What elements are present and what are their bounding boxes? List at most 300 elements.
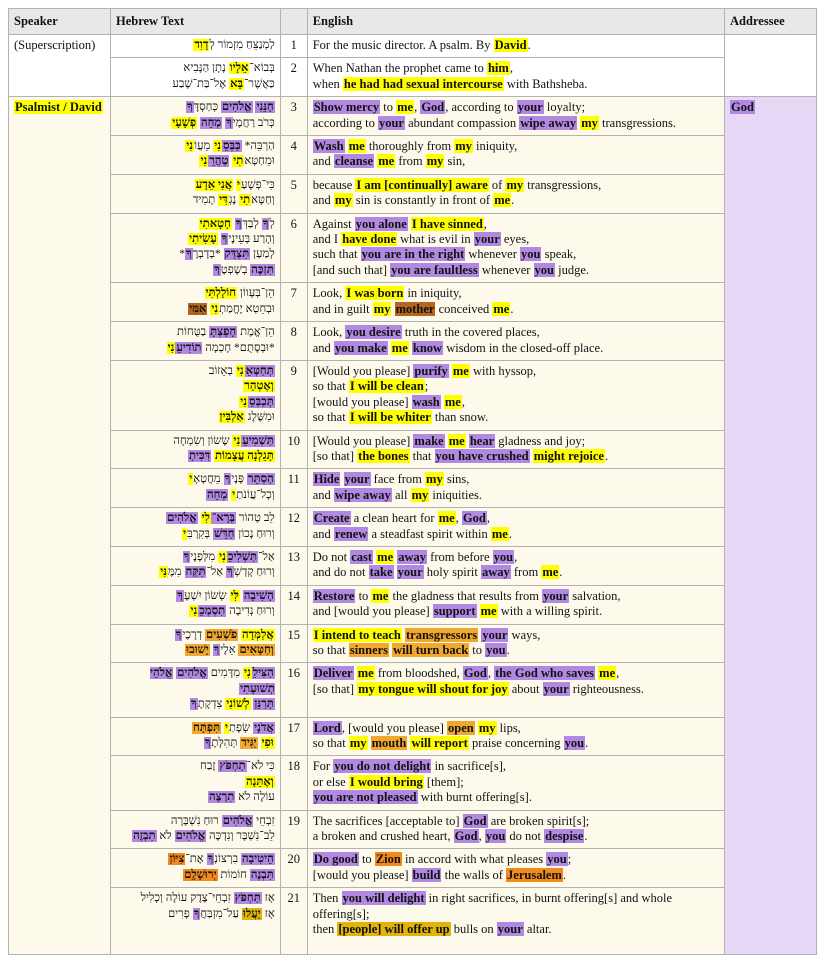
- text-run: whenever: [478, 262, 534, 277]
- hebrew-cell: [110, 213, 280, 283]
- highlighted-term: know: [412, 340, 443, 355]
- text-run: ,: [509, 61, 513, 76]
- text-line: [116, 511, 275, 526]
- highlighted-term: wipe away: [520, 115, 577, 130]
- text-run: מִמֶּ: [167, 566, 185, 579]
- highlighted-term: י: [225, 721, 229, 734]
- text-line: [116, 410, 275, 425]
- text-run: וְהָרַע בְּעֵינֶי: [228, 233, 275, 246]
- highlighted-term: ךָ: [221, 233, 228, 246]
- text-run: bulls on: [450, 922, 497, 937]
- highlighted-term: me: [448, 433, 465, 448]
- text-line: [313, 38, 719, 53]
- text-line: [313, 721, 719, 736]
- text-line: [313, 379, 719, 394]
- text-line: [313, 302, 719, 317]
- highlighted-term: לְשׁוֹנִי: [226, 698, 250, 711]
- highlighted-term: will report: [411, 736, 468, 751]
- table-row: [9, 810, 817, 849]
- english-cell: [307, 136, 724, 175]
- text-run: and I: [312, 232, 342, 247]
- highlighted-term: תִי: [233, 155, 244, 168]
- text-line: [313, 449, 719, 464]
- text-run: ,: [514, 549, 518, 564]
- highlighted-term: וְאֶתֵּנָה: [246, 775, 274, 788]
- text-line: [116, 154, 275, 169]
- highlighted-term: he had had sexual intercourse: [343, 76, 503, 91]
- table-row: [9, 888, 817, 954]
- text-run: to: [358, 852, 375, 867]
- highlighted-term: hear: [469, 433, 495, 448]
- text-run: about: [508, 681, 543, 696]
- text-run: ,: [461, 394, 465, 409]
- text-run: בִרְצוֹנְ: [214, 853, 241, 866]
- text-run: זֶבַח: [200, 760, 219, 773]
- highlighted-term: אֲלַמְּדָה: [242, 628, 274, 641]
- highlighted-term: you are not pleased: [313, 790, 417, 805]
- highlighted-term: יָשׁוּבוּ: [186, 644, 209, 656]
- text-run: הַרְבֵּה*: [241, 140, 275, 153]
- english-cell: [307, 283, 724, 322]
- text-run: אָז: [261, 892, 275, 905]
- highlighted-term: Create: [313, 511, 350, 526]
- highlighted-term: make: [414, 433, 444, 448]
- highlighted-term: אֱלֹהִים: [167, 512, 197, 525]
- highlighted-term: פֹשְׁעִים: [206, 628, 238, 641]
- text-line: [313, 790, 719, 805]
- text-run: .: [562, 867, 567, 882]
- highlighted-term: הַצִּילֵ: [252, 667, 274, 680]
- table-row: [9, 136, 817, 175]
- table-row: [9, 283, 817, 322]
- hebrew-cell: [110, 322, 280, 361]
- highlighted-term: תִּפְתָּח: [193, 721, 221, 734]
- highlighted-term: you have crushed: [435, 448, 529, 463]
- verse-number: 9: [280, 360, 307, 430]
- text-run: וְחַטָּא: [251, 194, 275, 207]
- highlighted-term: נִּי: [160, 566, 167, 579]
- text-run: are broken spirit[s];: [487, 813, 590, 828]
- text-line: [313, 814, 719, 829]
- text-run: לֹא: [156, 830, 175, 843]
- table-row: [9, 508, 817, 547]
- text-line: [313, 891, 719, 922]
- text-run: דְרָכֶי: [182, 628, 206, 641]
- text-line: [313, 589, 719, 604]
- english-cell: [307, 849, 724, 888]
- text-line: [116, 395, 275, 410]
- text-run: [Would you please]: [312, 363, 414, 378]
- verse-number: 16: [280, 663, 307, 717]
- text-line: [116, 38, 275, 53]
- table-row: [9, 58, 817, 97]
- highlighted-term: away: [398, 549, 427, 564]
- highlighted-term: your: [482, 627, 508, 642]
- text-run: praise concerning: [468, 736, 564, 751]
- text-line: [116, 604, 275, 619]
- highlighted-term: חַדֵּשׁ: [213, 527, 235, 540]
- addressee-label: God: [731, 100, 754, 115]
- text-line: [313, 61, 719, 76]
- text-run: gladness and joy;: [495, 433, 586, 448]
- text-line: [313, 139, 719, 154]
- highlighted-term: ךָ: [191, 698, 197, 711]
- text-run: בְּקִרְבִּ: [187, 527, 213, 540]
- text-run: transgressions,: [524, 177, 602, 192]
- highlighted-term: י: [189, 473, 193, 486]
- hebrew-cell: [110, 430, 280, 469]
- text-run: a steadfast spirit within: [368, 526, 491, 541]
- text-line: [116, 178, 275, 193]
- text-line: [313, 325, 719, 340]
- text-run: according to: [312, 115, 378, 130]
- text-run: ways,: [508, 627, 541, 642]
- text-line: [313, 77, 719, 92]
- highlighted-term: God: [463, 666, 487, 681]
- highlighted-term: Zion: [375, 852, 401, 867]
- hebrew-cell: [110, 97, 280, 136]
- text-run: The sacrifices [acceptable to]: [312, 813, 463, 828]
- text-run: do not: [506, 829, 545, 844]
- highlighted-term: me: [542, 565, 559, 580]
- highlighted-term: אֱלֹהִים: [222, 814, 253, 827]
- verse-number: 17: [280, 717, 307, 756]
- text-run: and: [312, 526, 334, 541]
- highlighted-term: נִי: [211, 302, 219, 315]
- table-row: [9, 624, 817, 663]
- text-line: [116, 829, 275, 844]
- text-run: and: [312, 487, 334, 502]
- english-cell: [307, 58, 724, 97]
- highlighted-term: ךָ: [262, 217, 269, 230]
- english-cell: [307, 469, 724, 508]
- highlighted-term: תְּרַנֵּן: [254, 698, 274, 711]
- highlighted-term: your: [543, 681, 569, 696]
- highlighted-term: my: [373, 301, 391, 316]
- highlighted-term: תַּחְפֹּץ: [234, 892, 261, 905]
- highlighted-term: י: [232, 488, 236, 501]
- text-run: than snow.: [431, 410, 489, 425]
- highlighted-term: תִבְזֶה: [133, 830, 156, 843]
- verse-number: 14: [280, 585, 307, 624]
- text-line: [116, 449, 275, 464]
- text-run: וּמִשֶּׁלֶג: [244, 411, 275, 424]
- highlighted-term: you desire: [346, 325, 401, 340]
- highlighted-term: you are in the right: [361, 247, 465, 262]
- text-run: בַטֻּחוֹת: [176, 326, 210, 339]
- highlighted-term: ךָ: [185, 248, 192, 261]
- text-line: [116, 232, 275, 247]
- table-row: [9, 585, 817, 624]
- highlighted-term: build: [412, 867, 441, 882]
- highlighted-term: your: [378, 115, 404, 130]
- verse-number: 8: [280, 322, 307, 361]
- text-line: [313, 527, 719, 542]
- highlighted-term: תִסְמְכֵ: [199, 605, 226, 618]
- text-run: altar.: [523, 922, 552, 937]
- text-run: פָרִים: [167, 907, 193, 920]
- text-run: , [would you please]: [341, 720, 447, 735]
- text-run: לְמַעַן: [250, 248, 275, 261]
- verse-number: 21: [280, 888, 307, 954]
- table-row: [9, 756, 817, 810]
- highlighted-term: נִי: [240, 395, 248, 408]
- highlighted-term: me: [494, 193, 511, 208]
- text-run: לְ: [269, 217, 275, 230]
- highlighted-term: חָנֵּנִי: [256, 101, 274, 114]
- highlighted-term: I will be clean: [349, 379, 424, 394]
- text-run: זִבְחֵי־צֶדֶק עוֹלָה וְכָלִיל: [140, 892, 234, 905]
- highlighted-term: ךָ: [227, 566, 233, 579]
- text-run: then: [312, 922, 338, 937]
- text-run: ,: [478, 829, 485, 844]
- text-line: [116, 565, 275, 580]
- text-line: [116, 736, 275, 751]
- highlighted-term: אֲנִי אֵדָע: [195, 178, 233, 191]
- text-run: בְּבוֹא־: [249, 62, 275, 75]
- highlighted-term: me: [452, 363, 469, 378]
- highlighted-term: נִי: [233, 434, 241, 447]
- text-run: אֶל־בַּת־שָׁבַע: [172, 77, 230, 90]
- highlighted-term: מְחֵה: [200, 116, 222, 129]
- column-header-addressee: Addressee: [725, 9, 817, 35]
- hebrew-cell: [110, 624, 280, 663]
- english-cell: [307, 430, 724, 469]
- highlighted-term: תִי: [240, 194, 251, 207]
- text-line: [116, 193, 275, 208]
- text-run: loyalty;: [543, 100, 586, 115]
- text-run: *בְדָבְרֶ: [192, 248, 224, 261]
- text-line: [116, 217, 275, 232]
- text-run: iniquities.: [429, 487, 483, 502]
- highlighted-term: me: [480, 604, 497, 619]
- text-run: עַל־מִזְבַּחֲ: [200, 907, 242, 920]
- text-run: *וּבְסָתֻם* חָכְמָה: [202, 341, 275, 354]
- highlighted-term: ךָ: [204, 737, 211, 750]
- text-run: face from: [370, 472, 426, 487]
- text-run: because: [312, 177, 356, 192]
- highlighted-term: יַעֲלוּ: [242, 907, 261, 920]
- highlighted-term: my: [334, 193, 352, 208]
- highlighted-term: my tongue will shout for joy: [358, 681, 508, 696]
- text-run: and in guilt: [312, 301, 373, 316]
- text-run: .: [604, 448, 609, 463]
- highlighted-term: him: [487, 61, 509, 76]
- highlighted-term: my: [506, 177, 524, 192]
- highlighted-term: you: [486, 643, 506, 657]
- text-line: [313, 628, 719, 643]
- column-header-speaker: Speaker: [9, 9, 111, 35]
- highlighted-term: תְּחַטְּאֵ: [245, 364, 274, 377]
- text-line: [116, 61, 275, 76]
- text-run: וּבְחֵטְא יֶחֱמַתְ: [219, 302, 275, 315]
- highlighted-term: ךָ: [213, 644, 220, 656]
- hebrew-cell: [110, 810, 280, 849]
- highlighted-term: me: [391, 340, 408, 355]
- text-run: to: [380, 100, 397, 115]
- highlighted-term: you alone: [355, 216, 407, 231]
- text-line: [313, 116, 719, 131]
- text-run: For the music director. A psalm. By: [312, 38, 494, 52]
- text-run: [Would you please]: [312, 433, 414, 448]
- text-run: וְרוּחַ נְדִיבָה: [226, 605, 275, 618]
- hebrew-cell: [110, 360, 280, 430]
- highlighted-term: תָּגֵלְנָה עֲצָמוֹת: [215, 449, 274, 462]
- highlighted-term: me: [444, 394, 461, 409]
- text-run: רוּחַ נִשְׁבָּרָה: [170, 814, 222, 827]
- text-run: eyes,: [500, 232, 530, 247]
- text-line: [116, 286, 275, 301]
- text-run: הֵן־בְּעָווֹן: [237, 287, 275, 300]
- text-run: חוֹמוֹת: [217, 868, 250, 881]
- highlighted-term: נִי: [186, 140, 194, 153]
- highlighted-term: אֵלָיו: [229, 62, 249, 75]
- highlighted-term: I was born: [346, 286, 404, 301]
- text-run: לֵב טָהוֹר: [235, 512, 275, 525]
- text-line: [313, 511, 719, 526]
- highlighted-term: וּפִי: [261, 737, 274, 750]
- table-row: [9, 663, 817, 717]
- highlighted-term: ךָ: [177, 589, 183, 602]
- text-run: and: [312, 154, 334, 169]
- text-line: [116, 302, 275, 317]
- highlighted-term: I would bring: [349, 774, 423, 789]
- text-line: [313, 565, 719, 580]
- text-line: [313, 193, 719, 208]
- text-run: so that: [312, 379, 349, 394]
- text-run: such that: [312, 247, 361, 262]
- text-line: [313, 666, 719, 681]
- text-line: [313, 154, 719, 169]
- text-run: .: [511, 193, 515, 208]
- highlighted-term: עָשִׂיתִי: [189, 233, 217, 246]
- text-run: righteousness.: [569, 681, 644, 696]
- highlighted-term: ךָ: [175, 628, 182, 641]
- text-run: to: [355, 588, 372, 603]
- highlighted-term: I will be whiter: [349, 410, 431, 425]
- hebrew-cell: [110, 174, 280, 213]
- highlighted-term: פְשָׁעָי: [172, 116, 197, 129]
- highlighted-term: תִרְצֶה: [208, 791, 235, 804]
- highlighted-term: mouth: [371, 736, 407, 751]
- highlighted-term: me: [491, 526, 508, 541]
- highlighted-term: sinners: [349, 643, 389, 657]
- addressee-cell-empty: [725, 35, 817, 97]
- english-cell: [307, 624, 724, 663]
- hebrew-cell: [110, 58, 280, 97]
- text-line: [313, 395, 719, 410]
- highlighted-term: צִיּוֹן: [169, 853, 185, 866]
- highlighted-term: יַגִּיד: [241, 737, 257, 750]
- text-run: salvation,: [569, 588, 621, 603]
- text-run: lips,: [496, 720, 521, 735]
- text-run: Look,: [312, 286, 346, 301]
- text-line: [116, 100, 275, 115]
- text-run: ,: [486, 511, 490, 526]
- highlighted-term: נִי: [190, 605, 198, 618]
- highlighted-term: my: [455, 139, 472, 154]
- highlighted-term: בָּא: [230, 77, 244, 90]
- highlighted-term: me: [378, 154, 395, 169]
- highlighted-term: you do not delight: [334, 759, 431, 774]
- text-run: speak,: [541, 247, 577, 262]
- text-run: what is evil in: [397, 232, 474, 247]
- text-line: [313, 341, 719, 356]
- table-row: [9, 430, 817, 469]
- text-line: [313, 682, 719, 697]
- highlighted-term: my: [426, 154, 444, 169]
- text-run: שְׂפָתַ: [229, 721, 254, 734]
- english-cell: [307, 174, 724, 213]
- highlighted-term: you: [564, 736, 585, 751]
- text-run: כְּחַסְדֶּ: [193, 101, 221, 114]
- highlighted-term: Do good: [313, 852, 358, 867]
- table-row: [9, 322, 817, 361]
- table-row: [9, 97, 817, 136]
- text-run: אַל־: [258, 550, 275, 563]
- table-row: [9, 174, 817, 213]
- verse-number: 13: [280, 546, 307, 585]
- text-run: with burnt offering[s].: [417, 790, 532, 805]
- highlighted-term: wipe away: [334, 487, 391, 502]
- text-run: וּמֵחַטָּא: [244, 155, 275, 168]
- text-run: in sacrifice[s],: [431, 759, 507, 774]
- table-row: [9, 469, 817, 508]
- highlighted-term: אֱלֹהִים: [221, 101, 252, 114]
- text-line: [116, 852, 275, 867]
- text-run: שְׂשׂוֹן יִשְׁעֶ: [183, 589, 230, 602]
- table-header: [9, 9, 817, 35]
- text-run: a clean heart for: [350, 511, 438, 526]
- text-line: [116, 628, 275, 643]
- table-row: [9, 35, 817, 58]
- highlighted-term: I am [continually] aware: [356, 177, 488, 192]
- text-run: with Bathsheba.: [503, 76, 588, 91]
- highlighted-term: אֲדֹנָי: [254, 721, 274, 734]
- hebrew-cell: [110, 756, 280, 810]
- text-run: with hyssop,: [469, 363, 537, 378]
- text-line: [116, 139, 275, 154]
- text-run: Then: [312, 891, 342, 906]
- text-run: לַמְנַצֵּחַ מִזְמוֹר לְ: [209, 39, 275, 51]
- text-run: וְכָל־עֲוֹנֹתַ: [236, 488, 275, 501]
- text-run: conceived: [435, 301, 493, 316]
- highlighted-term: purify: [414, 363, 448, 378]
- highlighted-term: me: [599, 666, 616, 681]
- highlighted-term: you: [521, 247, 541, 262]
- text-line: [313, 286, 719, 301]
- highlighted-term: me: [348, 139, 365, 154]
- highlighted-term: אֱלֹהִים: [175, 830, 206, 843]
- text-run: כְּרֹב רַחֲמֶי: [232, 116, 275, 129]
- highlighted-term: you make: [334, 340, 387, 355]
- highlighted-term: wash: [412, 394, 440, 409]
- text-line: [116, 868, 275, 883]
- highlighted-term: despise: [545, 829, 584, 844]
- column-header-verse-number: [280, 9, 307, 35]
- text-run: ;: [567, 852, 572, 867]
- highlighted-term: take: [369, 565, 393, 580]
- hebrew-cell: [110, 35, 280, 58]
- text-run: from: [510, 565, 542, 580]
- text-line: [313, 550, 719, 565]
- text-line: [116, 759, 275, 774]
- text-run: הֵן־אֱמֶת: [237, 326, 275, 339]
- highlighted-term: God: [454, 829, 478, 844]
- hebrew-cell: [110, 663, 280, 717]
- verse-number: 12: [280, 508, 307, 547]
- text-run: כִּי־פְשָׁעַ: [241, 178, 275, 191]
